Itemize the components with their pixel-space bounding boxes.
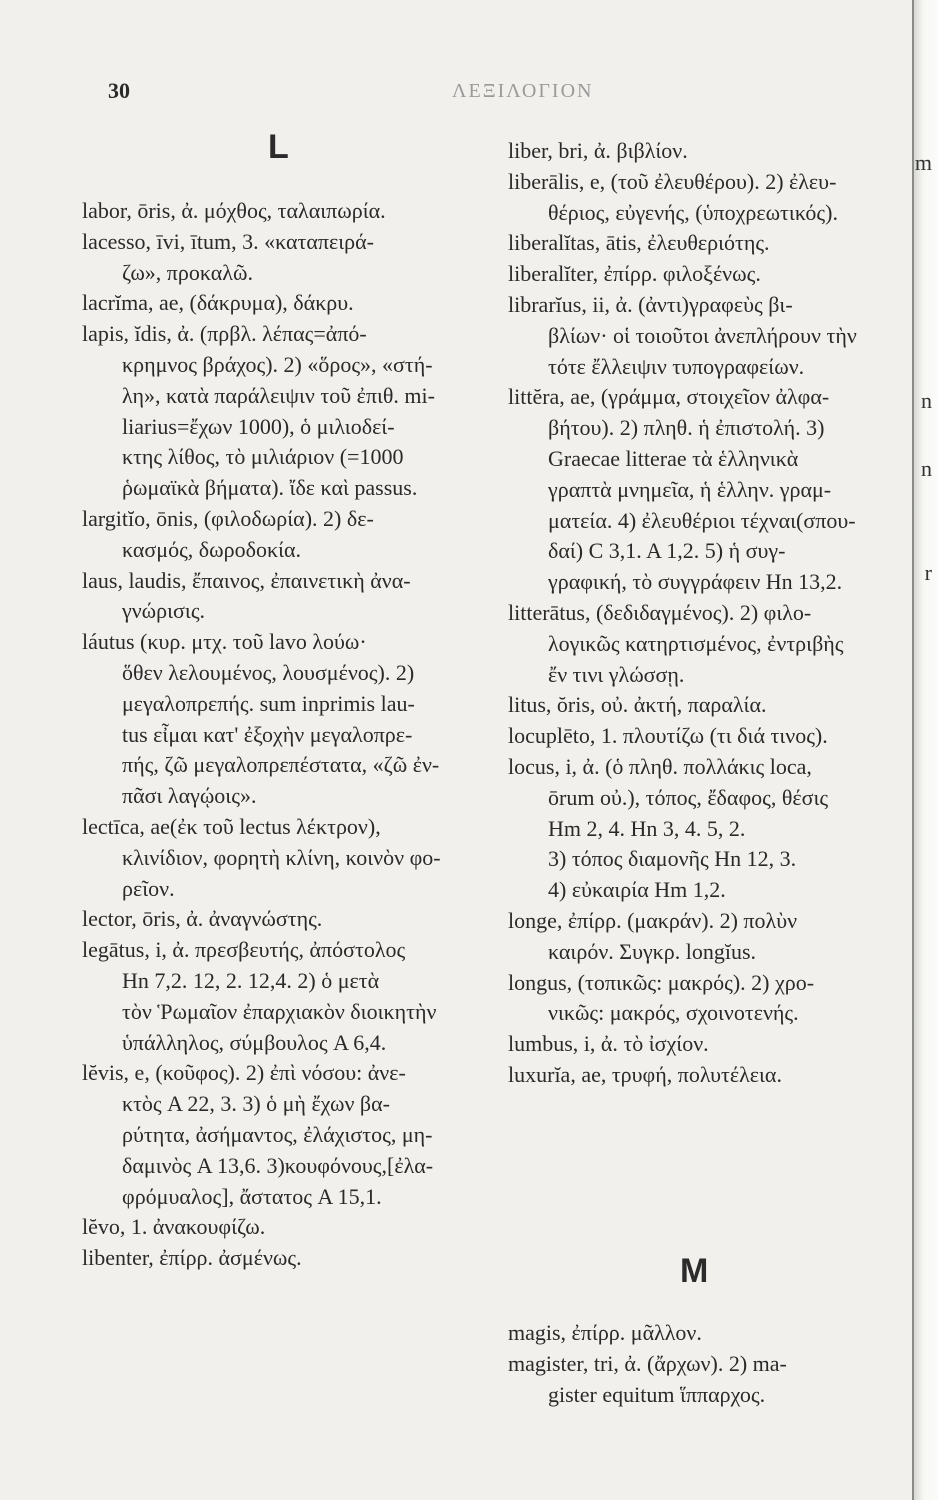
dictionary-line: γραπτὰ μνημεῖα, ἡ ἑλλην. γραμ-: [548, 476, 832, 502]
dictionary-line: ὑπάλληλος, σύμβουλος A 6,4.: [122, 1029, 387, 1055]
dictionary-line: litterātus, (δεδιδαγμένος). 2) φιλο-: [508, 599, 812, 625]
dictionary-line: libenter, ἐπίρρ. ἀσμένως.: [82, 1245, 302, 1271]
dictionary-line: litus, ŏris, οὐ. ἀκτή, παραλία.: [508, 692, 767, 718]
dictionary-line: lumbus, i, ἀ. τὸ ἰσχίον.: [508, 1031, 709, 1057]
dictionary-line: ῥωμαϊκὰ βήματα). ἴδε καὶ passus.: [122, 475, 418, 501]
dictionary-line: δαί) C 3,1. A 1,2. 5) ἡ συγ-: [548, 538, 786, 564]
dictionary-line: liberalĭtas, ātis, ἐλευθεριότης.: [508, 230, 770, 256]
dictionary-line: liberalĭter, ἐπίρρ. φιλοξένως.: [508, 261, 761, 287]
running-head: ΛΕΞΙΛΟΓΙΟΝ: [452, 80, 594, 102]
dictionary-line: ὅθεν λελουμένος, λουσμένος). 2): [122, 659, 415, 685]
dictionary-line: Hn 7,2. 12, 2. 12,4. 2) ὁ μετὰ: [122, 967, 380, 993]
dictionary-line: ζω», προκαλῶ.: [122, 259, 253, 285]
dictionary-line: locus, i, ἀ. (ὁ πληθ. πολλάκις loca,: [508, 753, 812, 779]
dictionary-line: κτης λίθος, τὸ μιλιάριον (=1000: [122, 444, 404, 470]
dictionary-line: littĕra, ae, (γράμμα, στοιχεῖον ἀλφα-: [508, 384, 830, 410]
dictionary-line: τότε ἔλλειψιν τυπογραφείων.: [548, 353, 805, 379]
edge-letter: r: [924, 560, 932, 585]
dictionary-line: liarius=ἔχων 1000), ὁ μιλιοδεί-: [122, 413, 395, 439]
dictionary-line: tus εἶμαι κατ' ἐξοχὴν μεγαλοπρε-: [122, 721, 413, 747]
section-letter-m: M: [680, 1252, 709, 1290]
dictionary-line: laus, laudis, ἔπαινος, ἐπαινετικὴ ἀνα-: [82, 567, 411, 593]
dictionary-line: legātus, i, ἀ. πρεσβευτής, ἀπόστολος: [82, 937, 406, 963]
dictionary-line: magis, ἐπίρρ. μᾶλλον.: [508, 1320, 702, 1345]
page-edge: [912, 0, 938, 1500]
dictionary-line: gister equitum ἵππαρχος.: [548, 1381, 766, 1407]
dictionary-line: longus, (τοπικῶς: μακρός). 2) χρο-: [508, 969, 815, 995]
dictionary-line: librarĭus, ii, ἀ. (ἀντι)γραφεὺς βι-: [508, 291, 793, 317]
dictionary-line: magister, tri, ἀ. (ἄρχων). 2) ma-: [508, 1350, 787, 1376]
dictionary-line: δαμινὸς A 13,6. 3)κουφόνους,[ἐλα-: [122, 1152, 434, 1178]
dictionary-line: largitĭo, ōnis, (φιλοδωρία). 2) δε-: [82, 505, 374, 531]
dictionary-line: luxurĭa, ae, τρυφή, πολυτέλεια.: [508, 1061, 782, 1087]
dictionary-line: ἔν τινι γλώσσῃ.: [548, 661, 685, 687]
dictionary-line: κλινίδιον, φορητὴ κλίνη, κοινὸν φο-: [122, 844, 441, 870]
edge-letter: n: [921, 388, 932, 413]
dictionary-line: longe, ἐπίρρ. (μακράν). 2) πολὺν: [508, 907, 798, 933]
dictionary-line: ōrum οὐ.), τόπος, ἔδαφος, θέσις: [548, 784, 829, 810]
right-column-m-section: [508, 1318, 904, 1410]
dictionary-line: 3) τόπος διαμονῆς Hn 12, 3.: [548, 846, 797, 872]
dictionary-line: καιρόν. Συγκρ. longĭus.: [548, 938, 757, 964]
dictionary-line: lectīca, ae(ἐκ τοῦ lectus λέκτρον),: [82, 813, 381, 839]
section-letter-l: L: [268, 128, 289, 166]
dictionary-line: νικῶς: μακρός, σχοινοτενής.: [548, 1000, 799, 1026]
dictionary-line: βλίων· οἱ τοιοῦτοι ἀνεπλήρουν τὴν: [548, 322, 857, 348]
dictionary-line: φρόμυαλος], ἄστατος A 15,1.: [122, 1183, 382, 1209]
dictionary-line: κασμός, δωροδοκία.: [122, 536, 302, 562]
dictionary-line: βήτου). 2) πληθ. ἡ ἐπιστολή. 3): [548, 415, 825, 441]
dictionary-line: τὸν Ῥωμαῖον ἐπαρχιακὸν διοικητὴν: [122, 998, 437, 1024]
dictionary-line: láutus (κυρ. μτχ. τοῦ lavo λούω·: [82, 629, 367, 655]
right-column: [508, 136, 904, 1091]
dictionary-line: ματεία. 4) ἐλευθέριοι τέχναι(σπου-: [548, 507, 856, 533]
dictionary-line: lector, ōris, ἀ. ἀναγνώστης.: [82, 906, 323, 932]
dictionary-line: liberālis, e, (τοῦ ἐλευθέρου). 2) ἐλευ-: [508, 168, 837, 194]
dictionary-line: πᾶσι λαγῴοις».: [122, 783, 257, 809]
dictionary-line: liber, bri, ἀ. βιβλίον.: [508, 138, 688, 163]
dictionary-line: lapis, ĭdis, ἀ. (πρβλ. λέπας=ἀπό-: [82, 321, 367, 347]
dictionary-line: Graecae litterae τὰ ἑλληνικὰ: [548, 445, 799, 471]
dictionary-line: ρεῖον.: [122, 875, 175, 901]
dictionary-line: γνώρισις.: [122, 598, 206, 624]
dictionary-line: lacrĭma, ae, (δάκρυμα), δάκρυ.: [82, 290, 354, 316]
edge-letter: m: [914, 150, 932, 175]
dictionary-line: ρύτητα, ἀσήμαντος, ἐλάχιστος, μη-: [122, 1121, 433, 1147]
dictionary-line: θέριος, εὐγενής, (ὑποχρεωτικός).: [548, 199, 838, 225]
page-number: 30: [108, 78, 130, 103]
dictionary-line: κρημνος βράχος). 2) «ὅρος», «στή-: [122, 351, 433, 377]
dictionary-line: lacesso, īvi, ītum, 3. «καταπειρά-: [82, 228, 374, 254]
dictionary-line: λη», κατὰ παράλειψιν τοῦ ἐπιθ. mi-: [122, 382, 435, 408]
dictionary-line: lĕvo, 1. ἀνακουφίζω.: [82, 1214, 266, 1240]
dictionary-line: locuplēto, 1. πλουτίζω (τι διά τινος).: [508, 723, 828, 749]
dictionary-line: πής, ζῶ μεγαλοπρεπέστατα, «ζῶ ἐν-: [122, 752, 440, 778]
dictionary-line: λογικῶς κατηρτισμένος, ἐντριβὴς: [548, 630, 844, 656]
dictionary-line: lĕvis, e, (κοῦφος). 2) ἐπὶ νόσου: ἀνε-: [82, 1060, 406, 1086]
dictionary-line: κτὸς A 22, 3. 3) ὁ μὴ ἔχων βα-: [122, 1091, 390, 1117]
dictionary-line: 4) εὐκαιρία Hm 1,2.: [548, 877, 726, 903]
edge-letter: n: [921, 456, 932, 481]
dictionary-line: γραφική, τὸ συγγράφειν Hn 13,2.: [548, 569, 843, 595]
dictionary-line: Hm 2, 4. Hn 3, 4. 5, 2.: [548, 815, 746, 841]
dictionary-line: labor, ōris, ἀ. μόχθος, ταλαιπωρία.: [82, 198, 386, 223]
left-column: [82, 196, 487, 1274]
dictionary-line: μεγαλοπρεπής. sum inprimis lau-: [122, 690, 415, 716]
